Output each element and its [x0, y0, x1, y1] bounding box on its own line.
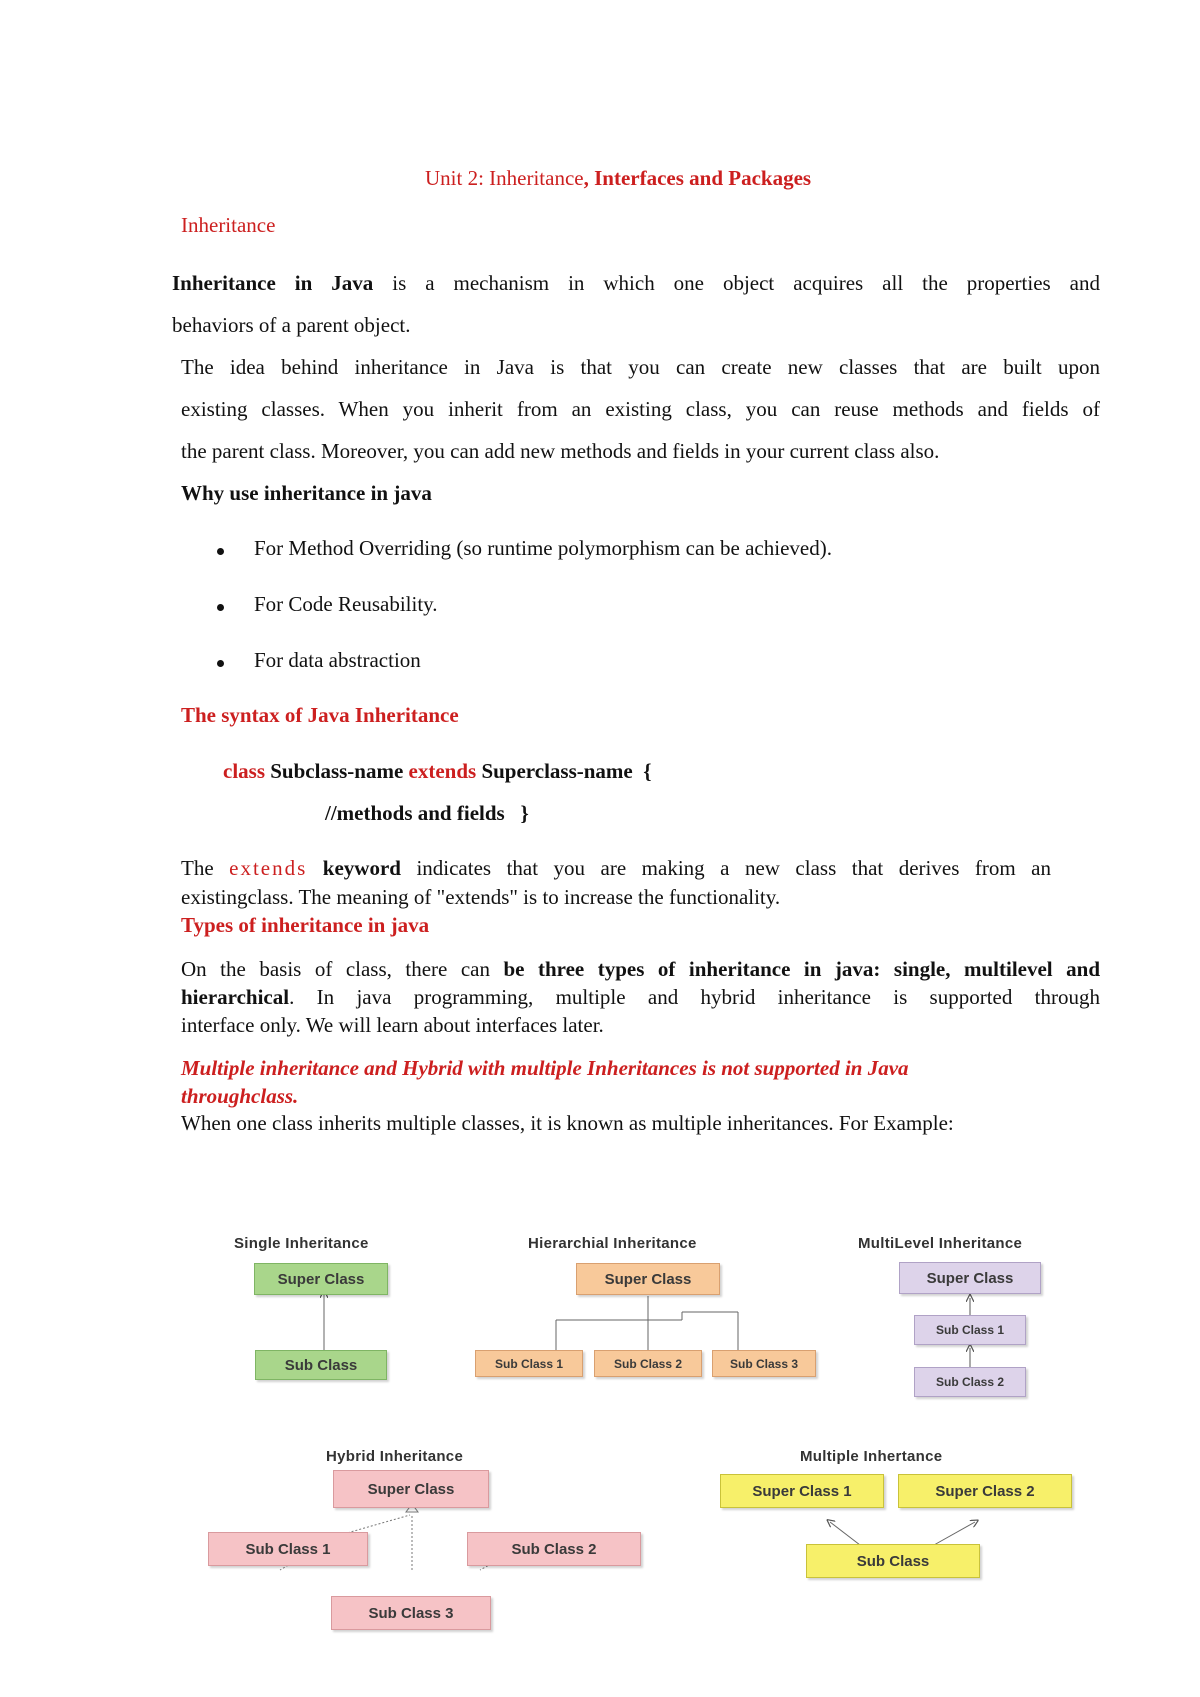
hybrid-sub-class-1: Sub Class 1 [208, 1532, 368, 1566]
multiple-title: Multiple Inhertance [800, 1448, 943, 1465]
syntax-extends-keyword: extends [408, 759, 477, 783]
hierarchical-sub-class-2: Sub Class 2 [594, 1350, 702, 1377]
title-part2: , Interfaces and Packages [583, 166, 812, 190]
section-heading: Inheritance [181, 213, 276, 237]
multiple-super-class-1: Super Class 1 [720, 1474, 884, 1508]
multilevel-title: MultiLevel Inheritance [858, 1235, 1023, 1252]
types-rest: . In java programming, multiple and hybrid inheritance is supported through [289, 985, 1100, 1009]
syntax-line2: //methods and fields } [325, 801, 529, 825]
single-sub-class: Sub Class [255, 1350, 387, 1380]
types-bold2: hierarchical [181, 985, 290, 1009]
multiple-connector-1 [830, 1522, 860, 1545]
idea-line1: The idea behind inheritance in Java is that you can create new classes that are built upon [181, 355, 1100, 379]
hierarchical-title: Hierarchial Inheritance [528, 1235, 697, 1252]
hierarchical-sub-class-3: Sub Class 3 [712, 1350, 816, 1377]
multiple-note-line1: Multiple inheritance and Hybrid with multiple Inheritances is not supported in Java [181, 1056, 909, 1080]
hierarchical-super-class: Super Class [576, 1263, 720, 1295]
list-item: For Code Reusability. [254, 592, 438, 616]
multiple-connector-2 [934, 1522, 975, 1545]
multiple-note-line2: throughclass. [181, 1084, 299, 1108]
intro-line2: behaviors of a parent object. [172, 313, 411, 337]
multilevel-sub-class-1: Sub Class 1 [914, 1315, 1026, 1345]
types-line3: interface only. We will learn about interfaces later. [181, 1013, 604, 1037]
intro-rest: is a mechanism in which one object acquires all the properties and [373, 271, 1100, 295]
hybrid-sub-class-3: Sub Class 3 [331, 1596, 491, 1630]
list-item: For data abstraction [254, 648, 421, 672]
multiple-sub-class: Sub Class [806, 1544, 980, 1578]
hierarchical-sub-class-1: Sub Class 1 [475, 1350, 583, 1377]
hybrid-sub-class-2: Sub Class 2 [467, 1532, 641, 1566]
types-heading: Types of inheritance in java [181, 913, 430, 937]
single-super-class: Super Class [254, 1263, 388, 1295]
extends-word: extends [229, 856, 308, 880]
multiple-super-class-2: Super Class 2 [898, 1474, 1072, 1508]
list-item: For Method Overriding (so runtime polymorphism can be achieved). [254, 536, 832, 560]
multilevel-super-class: Super Class [899, 1262, 1041, 1294]
example-line: When one class inherits multiple classes, it is known as multiple inheritances. For Example: [181, 1111, 954, 1135]
syntax-subclass: Subclass-name [265, 759, 409, 783]
types-start: On the basis of class, there can [181, 957, 504, 981]
multilevel-sub-class-2: Sub Class 2 [914, 1367, 1026, 1397]
single-title: Single Inheritance [234, 1235, 369, 1252]
syntax-superclass: Superclass-name { [476, 759, 652, 783]
syntax-heading: The syntax of Java Inheritance [181, 703, 459, 727]
extends-keyword: keyword [307, 856, 401, 880]
types-bold1: be three types of inheritance in java: single, multilevel and [503, 957, 1100, 981]
syntax-class-keyword: class [223, 759, 265, 783]
hybrid-title: Hybrid Inheritance [326, 1448, 464, 1465]
idea-line3: the parent class. Moreover, you can add new methods and fields in your current class also. [181, 439, 940, 463]
title-part1: Unit 2: Inheritance [425, 166, 584, 190]
intro-bold: Inheritance in Java [172, 271, 374, 295]
extends-the: The [181, 856, 230, 880]
hybrid-super-class: Super Class [333, 1470, 489, 1508]
idea-line2: existing classes. When you inherit from an existing class, you can reuse methods and fields of [181, 397, 1100, 421]
extends-rest: indicates that you are making a new class that derives from an [400, 856, 1051, 880]
why-heading: Why use inheritance in java [181, 481, 432, 505]
extends-line2: existingclass. The meaning of "extends" is to increase the functionality. [181, 885, 781, 909]
